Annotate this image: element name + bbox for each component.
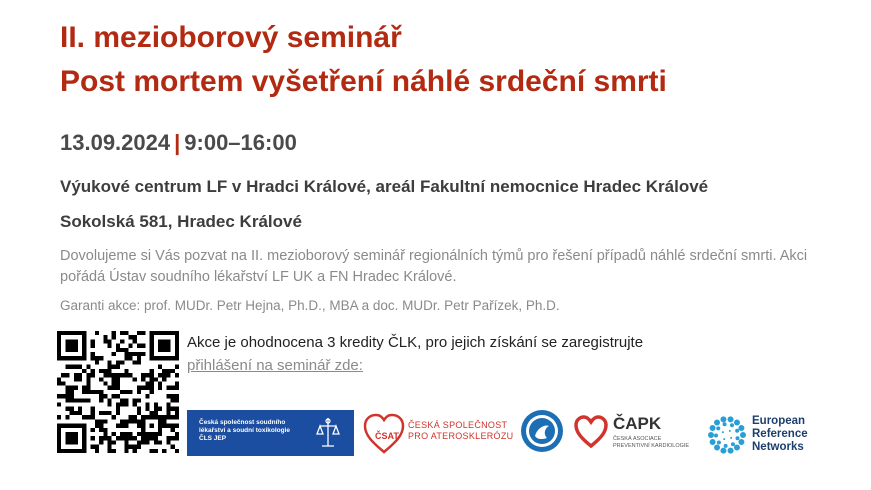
guarantors-text: Garanti akce: prof. MUDr. Petr Hejna, Ph.D., MBA a doc. MUDr. Petr Pařízek, Ph.D. [60,298,560,313]
capk-logo [573,412,703,458]
csat-name [408,420,513,442]
invitation-text: Dovolujeme si Vás pozvat na II. mezioborový seminář regionálních týmů pro řešení případů náhlé srdeční smrti. Akci pořádá Ústav soudního lékařství LF UK a FN Hradec Králové. [60,248,808,285]
capk-line2: PREVENTIVNÍ KARDIOLOGIE [613,443,690,449]
csat-line1: ČESKÁ SPOLEČNOST [408,420,508,430]
csat-badge: ČSAT [375,431,399,441]
ern-line2: Reference [752,428,808,440]
capk-name: ČAPK [613,414,662,433]
capk-line1: ČESKÁ ASOCIACE [613,436,662,442]
heart-outline-icon [573,414,609,450]
registration-link[interactable]: přihlášení na seminář zde: [187,357,363,374]
credits-text: Akce je ohodnocena 3 kredity ČLK, pro jejich získání se zaregistrujte [187,334,644,351]
cssl-logo-text: Česká společnost soudního lékařství a soudní toxikologie ČLS JEP [199,419,291,442]
ern-line3: Networks [752,441,804,453]
ern-name [752,415,808,454]
seminar-title: II. mezioborový seminář [60,21,402,54]
venue-address: Sokolská 581, Hradec Králové [60,212,302,231]
csat-logo [362,412,512,458]
event-time: 9:00–16:00 [184,130,297,155]
date-separator: | [174,130,181,155]
society-seal-logo [519,408,565,454]
seminar-subtitle: Post mortem vyšetření náhlé srdeční smrti [60,65,667,98]
csat-line2: PRO ATEROSKLERÓZU [408,431,514,441]
date-time-line [60,130,297,156]
capk-subtitle [613,436,689,450]
venue-name: Výukové centrum LF v Hradci Králové, areál Fakultní nemocnice Hradec Králové [60,177,709,196]
registration-qr-code [57,331,179,453]
cssl-logo [187,410,354,456]
ern-dots-icon [707,415,747,455]
ern-logo [707,413,817,457]
cssl-emblem-icon [316,416,340,450]
event-date: 13.09.2024 [60,130,171,155]
ern-line1: European [752,415,806,427]
